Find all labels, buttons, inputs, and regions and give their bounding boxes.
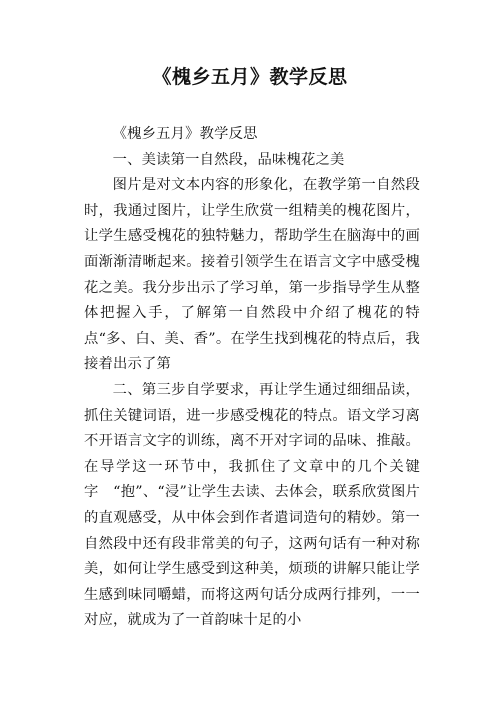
paragraph-section-two: 二、第三步自学要求，再让学生通过细细品读，抓住关键词语，进一步感受槐花的特点。语文学习离不开语言文字的训练，离不开对字词的品味、推敲。在导学这一环节中，我抓住了文章中的几个关键字 “抱”、“浸”让学生去读、去体会，联系欣赏图片的直观感受，从中体会到作者遣词造句的精妙。第一自然段中还有段非常美的句子，这两句话有一种对称美，如何让学生感受到这种美，烦琐的讲解只能让学生感到味同嚼蜡，而将这两句话分成两行排列，一一对应，就成为了一首韵味十足的小 bbox=[84, 381, 420, 629]
paragraph-section-one-heading: 一、美读第一自然段，品味槐花之美 bbox=[112, 151, 345, 168]
document-body bbox=[84, 122, 420, 634]
paragraph-heading-repeat: 《槐乡五月》教学反思 bbox=[112, 126, 258, 142]
paragraph-image-teaching: 图片是对文本内容的形象化，在教学第一自然段时，我通过图片，让学生欣赏一组精美的槐花图片，让学生感受槐花的独特魅力，帮助学生在脑海中的画面渐渐清晰起来。接着引领学生在语言文字中感受槐花之美。我分步出示了学习单，第一步指导学生从整体把握入手，了解第一自然段中介绍了槐花的特点“多、白、美、香”。在学生找到槐花的特点后，我接着出示了第 bbox=[84, 177, 420, 373]
document-title: 《槐乡五月》教学反思 bbox=[152, 66, 348, 88]
